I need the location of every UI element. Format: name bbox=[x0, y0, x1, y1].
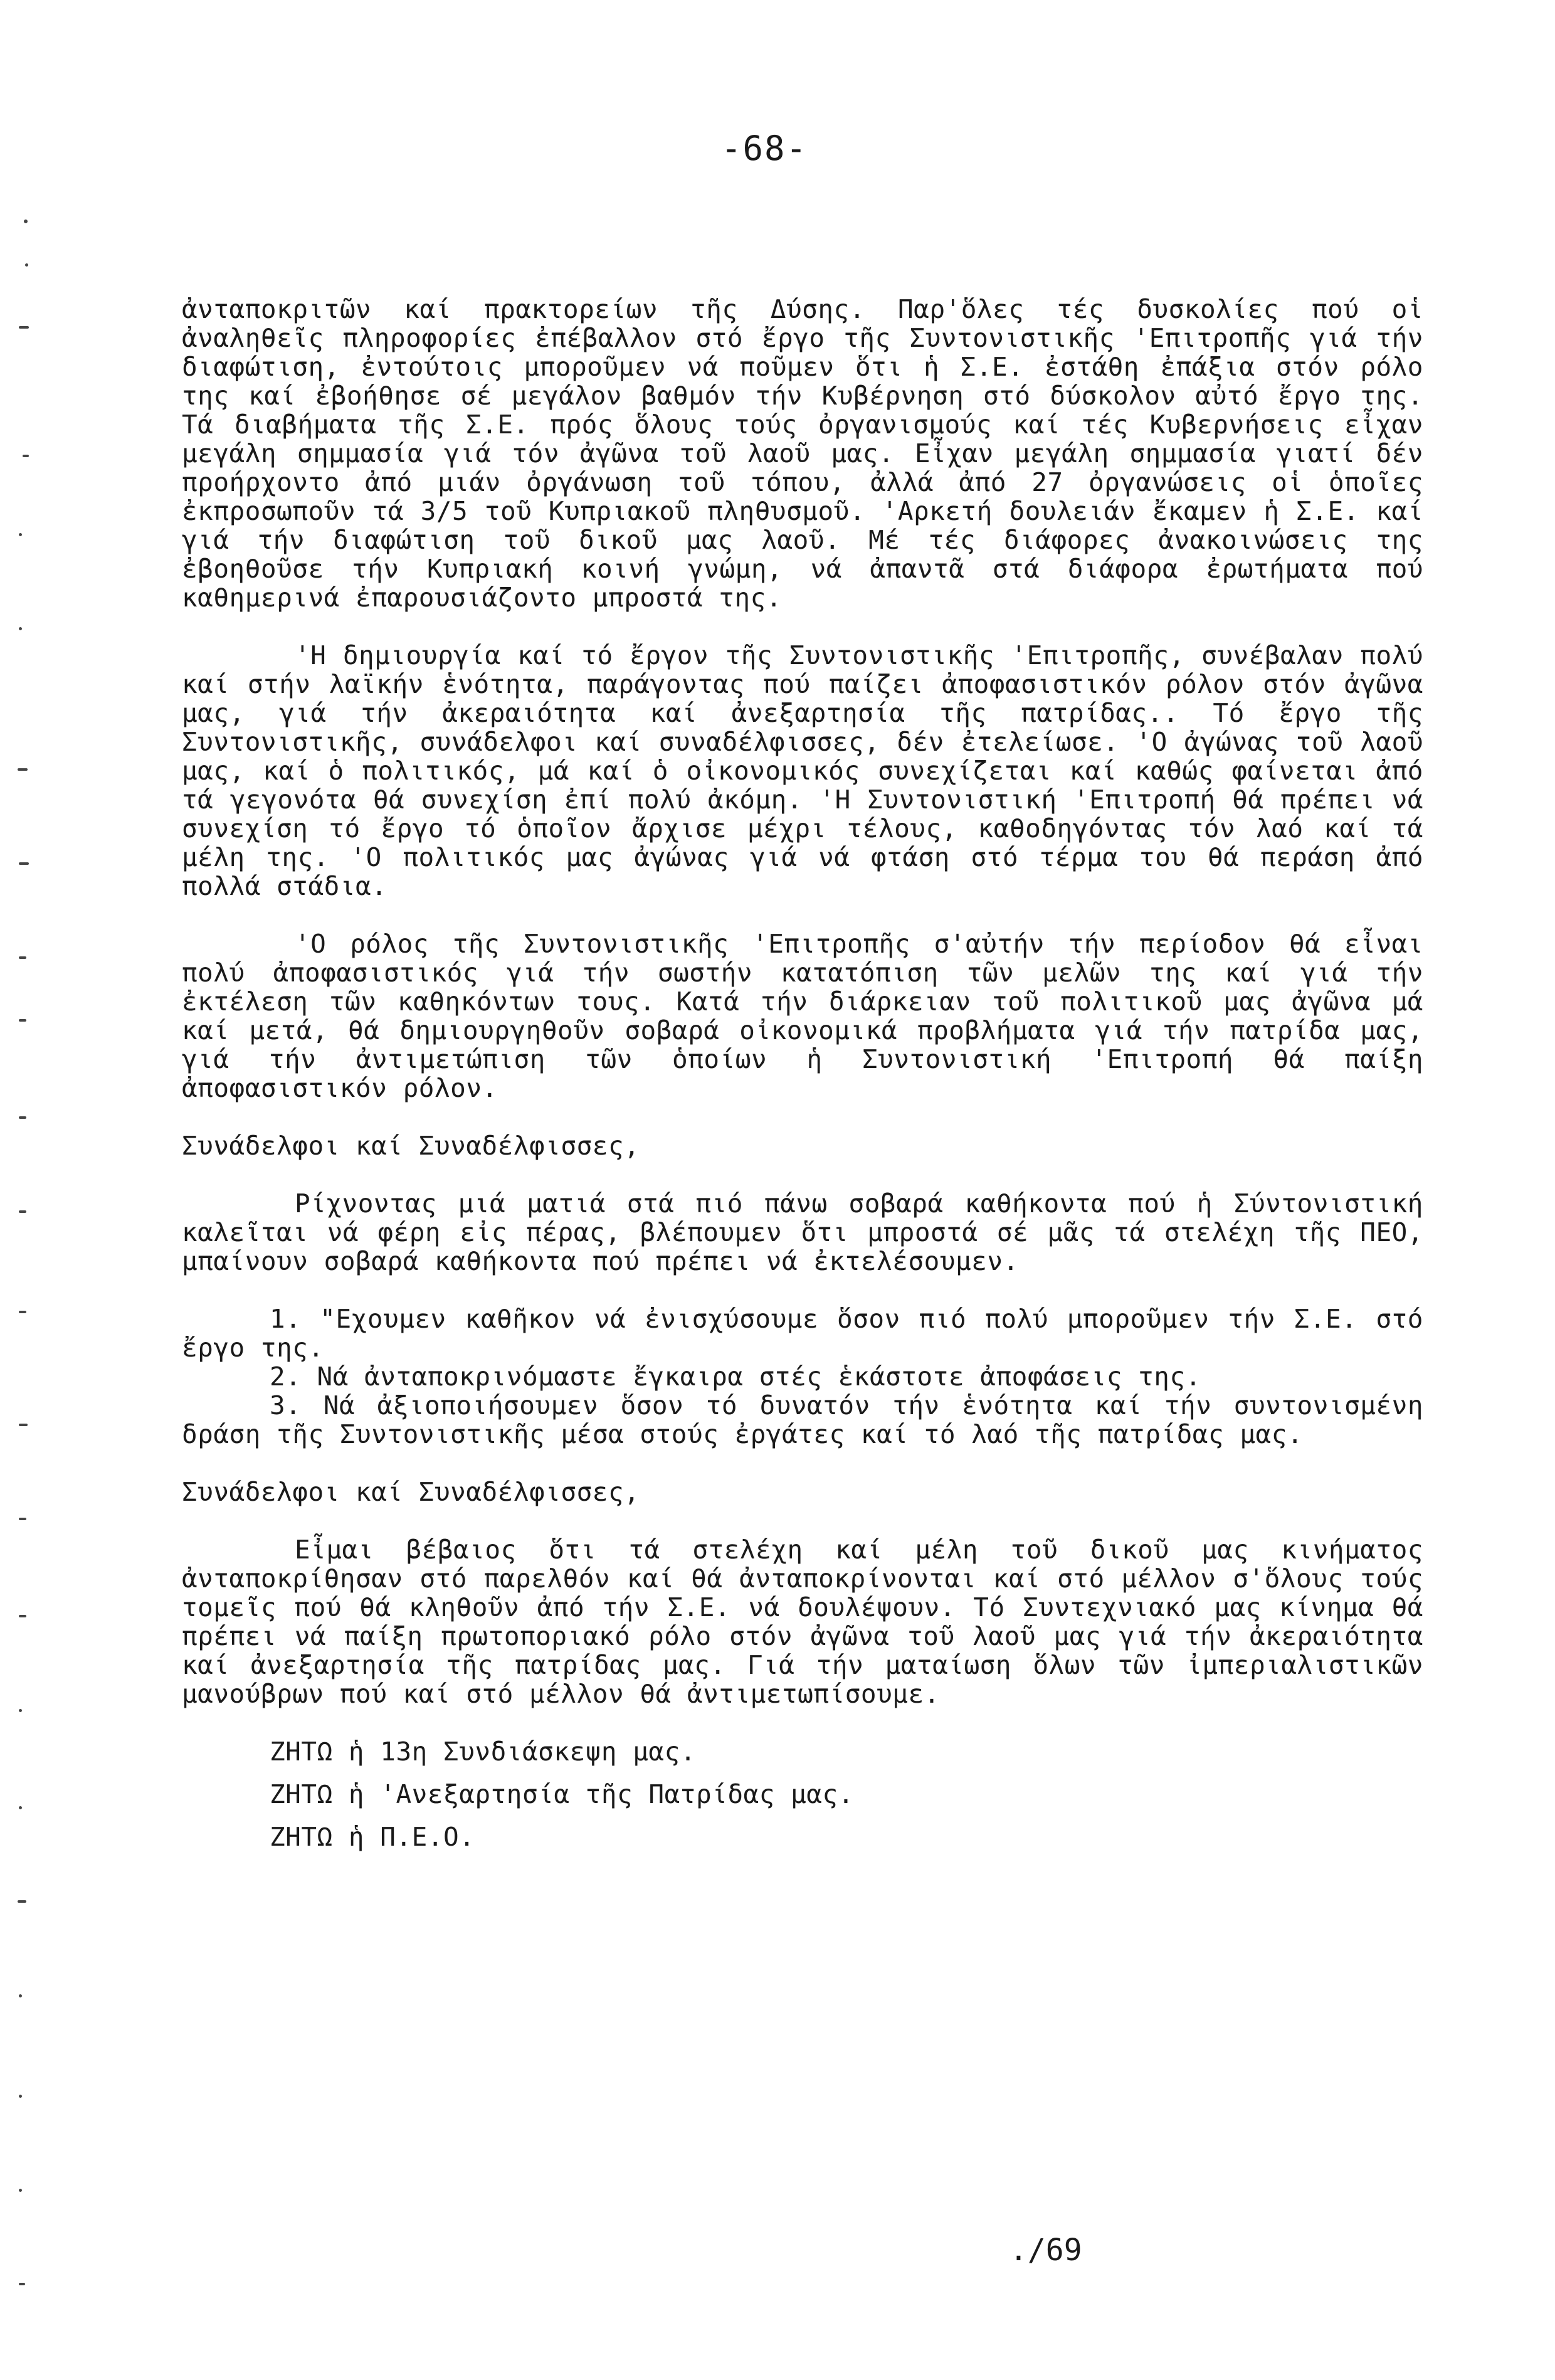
continuation-marker: ./69 bbox=[1009, 2233, 1082, 2268]
margin-dot bbox=[19, 2095, 22, 2098]
salutation: Συνάδελφοι καί Συναδέλφισσες, bbox=[182, 1131, 640, 1161]
margin-dash bbox=[19, 862, 29, 865]
document-body bbox=[182, 295, 1423, 1865]
margin-dot bbox=[19, 1806, 22, 1809]
slogan-1: ΖΗΤΩ ἡ 13η Συνδιάσκεψη μας. bbox=[270, 1737, 696, 1767]
paragraph-4: Ρίχνοντας μιά ματιά στά πιό πάνω σοβαρά καθήκοντα πού ἡ Σύντονιστική καλεῖται νά φέρη εἰς πέρας, βλέπουμεν ὅτι μπροστά σέ μᾶς τά στελέχη τῆς ΠΕΟ, μπαίνουν σοβαρά καθήκοντα πού πρέπει νά ἐκτελέσουμεν. bbox=[182, 1188, 1423, 1276]
margin-dot bbox=[24, 219, 28, 223]
margin-dot bbox=[19, 1994, 22, 1997]
margin-dash bbox=[18, 768, 28, 771]
paragraph-3: 'Ο ρόλος τῆς Συντονιστικῆς 'Επιτροπῆς σ'αὐτήν τήν περίοδον θά εἶναι πολύ ἀποφασιστικός γιά τήν σωστήν κατατόπιση τῶν μελῶν της καί γιά τήν ἐκτέλεση τῶν καθηκόντων τους. Κατά τήν διάρκειαν τοῦ πολιτικοῦ μας ἀγῶνα μά καί μετά, θά δημιουργηθοῦν σοβαρά οἰκονομικά προβλήματα γιά τήν πατρίδα μας, γιά τήν ἀντιμετώπιση τῶν ὁποίων ἡ Συντονιστική 'Επιτροπή θά παίξη ἀποφασιστικόν ρόλον. bbox=[182, 929, 1423, 1103]
margin-dash bbox=[19, 1019, 26, 1022]
list-item-3: 3. Νά ἀξιοποιήσουμεν ὅσον τό δυνατόν τήν ἑνότητα καί τήν συντονισμένη δράση τῆς Συντονιστικῆς μέσα στούς ἐργάτες καί τό λαό τῆς πατρίδας μας. bbox=[182, 1390, 1423, 1449]
list-item-2: 2. Νά ἀνταποκρινόμαστε ἔγκαιρα στές ἑκάστοτε ἀποφάσεις της. bbox=[270, 1362, 1201, 1392]
duties-list bbox=[182, 1304, 1423, 1449]
margin-dot bbox=[19, 2189, 22, 2192]
slogans bbox=[182, 1737, 1423, 1851]
paragraph-1: ἀνταποκριτῶν καί πρακτορείων τῆς Δύσης. Παρ'ὅλες τές δυσκολίες πού οἱ ἀναληθεῖς πληροφορίες ἐπέβαλλον στό ἔργο τῆς Συντονιστικῆς 'Επιτροπῆς γιά τήν διαφώτιση, ἐντούτοις μποροῦμεν νά ποῦμεν ὅτι ἡ Σ.Ε. ἐστάθη ἐπάξια στόν ρόλο της καί ἐβοήθησε σέ μεγάλον βαθμόν τήν Κυβέρνηση στό δύσκολον αὐτό ἔργο της. Τά διαβήματα τῆς Σ.Ε. πρός ὅλους τούς ὀργανισμούς καί τές Κυβερνήσεις εἶχαν μεγάλη σημμασία γιά τόν ἀγῶνα τοῦ λαοῦ μας. Εἶχαν μεγάλη σημμασία γιατί δέν προήρχοντο ἀπό μιάν ὀργάνωση τοῦ τόπου, ἀλλά ἀπό 27 ὀργανώσεις οἱ ὁποῖες ἐκπροσωποῦν τά 3/5 τοῦ Κυπριακοῦ πληθυσμοῦ. 'Αρκετή δουλειάν ἔκαμεν ἡ Σ.Ε. καί γιά τήν διαφώτιση τοῦ δικοῦ μας λαοῦ. Μέ τές διάφορες ἀνακοινώσεις της ἐβοηθοῦσε τήν Κυπριακή κοινή γνώμη, νά ἀπαντᾶ στά διάφορα ἐρωτήματα πού καθημερινά ἐπαρουσιάζοντο μπροστά της. bbox=[182, 294, 1423, 613]
margin-dot bbox=[19, 533, 22, 536]
margin-dash bbox=[19, 1210, 26, 1213]
margin-dash bbox=[19, 1615, 26, 1617]
margin-dash bbox=[19, 956, 26, 959]
slogan-2: ΖΗΤΩ ἡ 'Ανεξαρτησία τῆς Πατρίδας μας. bbox=[270, 1779, 854, 1809]
closing-paragraph: Εἶμαι βέβαιος ὅτι τά στελέχη καί μέλη τοῦ δικοῦ μας κινήματος ἀνταποκρίθησαν στό παρελθόν καί θά ἀνταποκρίνονται καί στό μέλλον σ'ὅλους τούς τομεῖς πού θά κληθοῦν ἀπό τήν Σ.Ε. νά δουλέψουν. Τό Συντεχνιακό μας κίνημα θά πρέπει νά παίξη πρωτοποριακό ρόλο στόν ἀγῶνα τοῦ λαοῦ μας γιά τήν ἀκεραιότητα καί ἀνεξαρτησία τῆς πατρίδας μας. Γιά τήν ματαίωση ὅλων τῶν ἰμπεριαλιστικῶν μανούβρων πού καί στό μέλλον θά ἀντιμετωπίσουμε. bbox=[182, 1535, 1423, 1709]
page-number: -68- bbox=[721, 129, 808, 168]
margin-dash bbox=[19, 1116, 26, 1119]
margin-dash bbox=[19, 2283, 25, 2285]
margin-dash bbox=[19, 1518, 26, 1520]
closing-salutation: Συνάδελφοι καί Συναδέλφισσες, bbox=[182, 1477, 640, 1507]
slogan-3: ΖΗΤΩ ἡ Π.Ε.Ο. bbox=[270, 1822, 475, 1852]
margin-dash bbox=[23, 455, 29, 457]
margin-dash bbox=[19, 1424, 28, 1426]
paragraph-2: 'Η δημιουργία καί τό ἔργον τῆς Συντονιστικῆς 'Επιτροπῆς, συνέβαλαν πολύ καί στήν λαϊκήν ἑνότητα, παράγοντας πού παίζει ἀποφασιστικόν ρόλον στόν ἀγῶνα μας, γιά τήν ἀκεραιότητα καί ἀνεξαρτησία τῆς πατρίδας.. Τό ἔργο τῆς Συντονιστικῆς, συνάδελφοι καί συναδέλφισσες, δέν ἐτελείωσε. 'Ο ἀγώνας τοῦ λαοῦ μας, καί ὁ πολιτικός, μά καί ὁ οἰκονομικός συνεχίζεται καί καθώς φαίνεται ἀπό τά γεγονότα θά συνεχίση ἐπί πολύ ἀκόμη. 'Η Συντονιστική 'Επιτροπή θά πρέπει νά συνεχίση τό ἔργο τό ὁποῖον ἄρχισε μέχρι τέλους, καθοδηγόντας τόν λαό καί τά μέλη της. 'Ο πολιτικός μας ἀγώνας γιά νά φτάση στό τέρμα του θά περάση ἀπό πολλά στάδια. bbox=[182, 640, 1423, 901]
margin-dash bbox=[19, 1311, 26, 1313]
margin-dot bbox=[25, 263, 28, 267]
margin-dash bbox=[19, 326, 29, 329]
list-item-1: 1. "Εχουμεν καθῆκον νά ἐνισχύσουμε ὅσον πιό πολύ μποροῦμεν τήν Σ.Ε. στό ἔργο της. bbox=[182, 1304, 1423, 1363]
margin-dot bbox=[19, 627, 22, 630]
margin-dot bbox=[19, 1709, 22, 1712]
margin-dash bbox=[18, 1900, 26, 1903]
left-margin-marks bbox=[0, 0, 75, 2380]
